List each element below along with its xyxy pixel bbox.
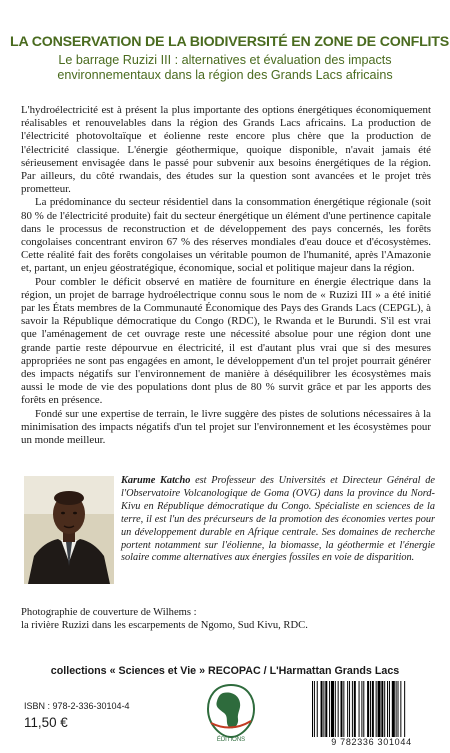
book-title: LA CONSERVATION DE LA BIODIVERSITÉ EN ZONE DE CONFLITS [10, 34, 450, 50]
svg-text:ÉDITIONS: ÉDITIONS [216, 737, 246, 743]
blurb-paragraph: L'hydroélectricité est à présent la plus importante des options énergétiques économiquement réalisables et renouvelables dans la région des Grands Lacs africains. La production de l'électricité photovoltaïque et éolienne reste encore plus chère que la production de l'électricité classique. L'énergie géothermique, quoique disponible, n'avait jamais été sérieusement envisagée dans le passé pour subvenir aux besoins énergétiques de la région. Par ailleurs, du côté rwandais, des études sur la question sont avancées et le projet très prometteur. [21, 104, 431, 196]
subtitle-line: Le barrage Ruzizi III : alternatives et évaluation des impacts [58, 53, 392, 67]
publisher-logo [205, 683, 257, 743]
photo-credit [21, 606, 431, 632]
credit-line: la rivière Ruzizi dans les escarpements de Ngomo, Sud Kivu, RDC. [21, 620, 308, 632]
author-bio-text: est Professeur des Universités et Directeur Général de l'Observatoire Volcanologique de Goma (OVG) dans la province du Nord-Kivu en République démocratique du Congo. Spécialiste en sciences de la terre, il est l'un des précurseurs de la promotion des économies vertes pour un développement durable en Afrique centrale. Ses domaines de recherche portent notamment sur l'éolienne, la biomasse, la géothermie et l'énergie solaire comme alternatives aux énergies fossiles en voie de disparition. [121, 475, 435, 564]
author-photo [24, 476, 114, 584]
book-subtitle [10, 53, 440, 83]
subtitle-line: environnementaux dans la région des Grands Lacs africains [57, 68, 393, 82]
author-name: Karume Katcho [121, 475, 191, 486]
collection-line: collections « Sciences et Vie » RECOPAC / L'Harmattan Grands Lacs [50, 665, 400, 677]
blurb-paragraph: La prédominance du secteur résidentiel dans la consommation énergétique régionale (soit 80 % de l'électricité produite) fait du secteur énergétique un élément d'une pertinence capitale dans le processus de reconstruction et de développement des pays concernés, les forêts congolaises concentrant environ 67 % des réserves mondiales d'eau douce et d'écosystèmes. Cette réalité fait des forêts congolaises un véritable poumon de l'humanité, après l'Amazonie et, partant, un enjeu géostratégique, économique, social et politique majeur dans la région. [21, 196, 431, 275]
blurb-paragraph: Fondé sur une expertise de terrain, le livre suggère des pistes de solutions nécessaires à la minimisation des impacts négatifs d'un tel projet sur l'environnement et les écosystèmes pour un monde meilleur. [21, 407, 431, 447]
barcode-digits: 9 782336 301044 [331, 737, 412, 747]
barcode [309, 681, 434, 737]
credit-line: Photographie de couverture de Wilhems : [21, 607, 197, 618]
author-bio [121, 475, 435, 565]
price-label: 11,50 € [24, 715, 68, 730]
blurb-paragraph: Pour combler le déficit observé en matière de fourniture en énergie électrique dans la région, un projet de barrage hydroélectrique connu sous le nom de « Ruzizi III » a été initié par les États membres de la Communauté Économique des Pays des Grands Lacs (CEPGL), à savoir la République démocratique du Congo (RDC), le Rwanda et le Burundi. S'il est vrai que l'aménagement de cet ouvrage reste une nécessité absolue pour une région dont une grande partie reste dépourvue en électricité, il est d'autant plus vrai que si des mesures appropriées ne sont pas engagées en amont, le développement d'un tel projet pourrait générer des impacts négatifs sur l'environnement de manière à déséquilibrer les écosystèmes mais aussi le mode de vie des populations dont plus de 80 % survit grâce et par les apports des forêts en présence. [21, 275, 431, 407]
back-cover-blurb [21, 104, 431, 447]
isbn-label: ISBN : 978-2-336-30104-4 [24, 701, 130, 711]
